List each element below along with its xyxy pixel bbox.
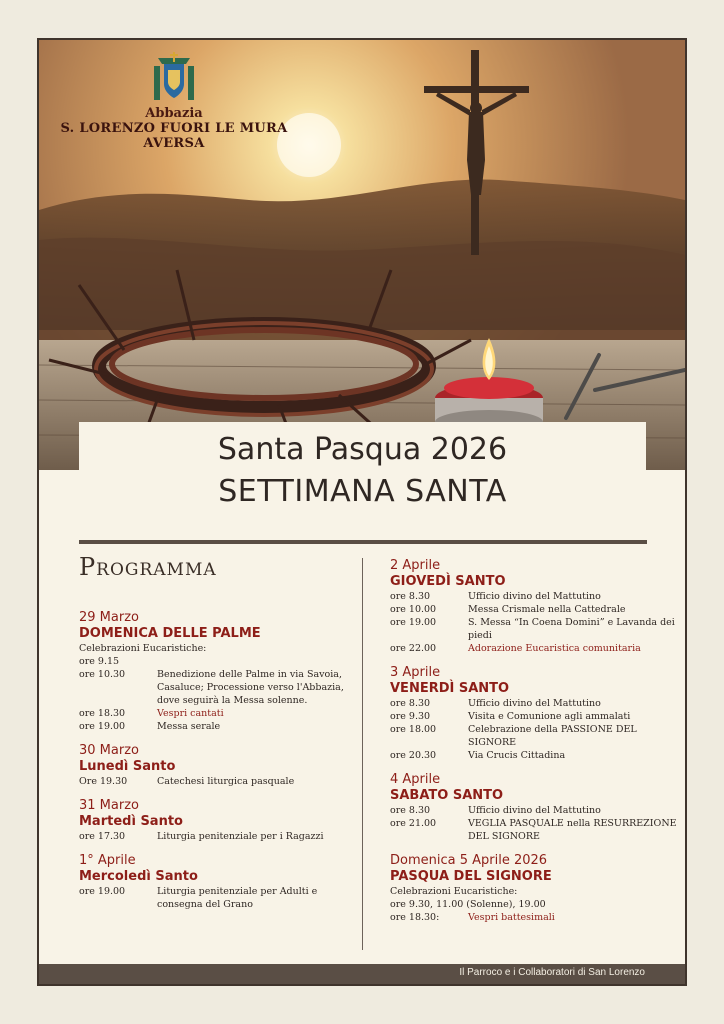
schedule-text: VEGLIA PASQUALE nella RESURREZIONE DEL SIGNORE (468, 818, 677, 842)
schedule-row (79, 655, 359, 668)
schedule-text: Benedizione delle Palme in via Savoia, Casaluce; Processione verso l'Abbazia, dove seguirà la Messa solenne. (157, 669, 344, 706)
schedule-row (390, 749, 680, 762)
schedule-time: ore 19.00 (79, 886, 126, 897)
schedule-row (79, 668, 359, 707)
schedule-text: S. Messa “In Coena Domini” e Lavanda dei piedi (468, 617, 675, 641)
event-date: 1° Aprile (79, 853, 136, 868)
schedule-time: ore 20.30 (390, 750, 437, 761)
event-5-aprile (390, 853, 680, 924)
schedule-row (79, 885, 359, 911)
schedule-time: ore 9.30 (390, 711, 431, 722)
schedule-text: Messa Crismale nella Cattedrale (468, 604, 626, 615)
schedule-row (79, 775, 359, 788)
schedule-time: ore 8.30 (390, 698, 431, 709)
event-date: 31 Marzo (79, 798, 139, 813)
schedule-row (390, 642, 680, 655)
hero-image (39, 40, 685, 470)
schedule-time: ore 8.30 (390, 591, 431, 602)
schedule-row (390, 911, 680, 924)
event-day: Martedì Santo (79, 814, 183, 829)
schedule-row (79, 720, 359, 733)
schedule-text: Visita e Comunione agli ammalati (468, 711, 631, 722)
event-date: 30 Marzo (79, 743, 139, 758)
right-column (390, 558, 680, 934)
event-31-marzo (79, 798, 359, 843)
event-date: 3 Aprile (390, 665, 441, 680)
schedule-time: ore 18.30: (390, 912, 440, 923)
schedule-row (390, 898, 680, 911)
schedule-row (79, 707, 359, 720)
schedule-text: Messa serale (157, 721, 221, 732)
schedule-row (390, 710, 680, 723)
event-day: VENERDÌ SANTO (390, 681, 510, 696)
subtitle: SETTIMANA SANTA (218, 474, 507, 509)
schedule-time: ore 19.00 (390, 617, 437, 628)
event-intro: Celebrazioni Eucaristiche: (79, 643, 207, 654)
programma-heading: Programma (79, 553, 217, 581)
schedule-row (390, 804, 680, 817)
schedule-text: Via Crucis Cittadina (468, 750, 566, 761)
event-2-aprile (390, 558, 680, 655)
schedule-text (650, 898, 680, 911)
schedule-time: ore 18.00 (390, 724, 437, 735)
schedule-time: ore 9.30, 11.00 (Solenne), 19.00 (390, 899, 546, 910)
event-29-marzo (79, 610, 359, 733)
schedule-time: ore 18.30 (79, 708, 126, 719)
event-date: 29 Marzo (79, 610, 139, 625)
schedule-time: Ore 19.30 (79, 776, 128, 787)
schedule-time: ore 10.30 (79, 669, 126, 680)
event-day: Lunedì Santo (79, 759, 176, 774)
event-date: 4 Aprile (390, 772, 441, 787)
event-30-marzo (79, 743, 359, 788)
footer-credit: Il Parroco e i Collaboratori di San Lorenzo (459, 967, 645, 978)
event-day: PASQUA DEL SIGNORE (390, 869, 552, 884)
schedule-text (157, 655, 359, 668)
schedule-time: ore 17.30 (79, 831, 126, 842)
footer-bar (39, 964, 685, 984)
schedule-row (390, 603, 680, 616)
schedule-time: ore 9.15 (79, 656, 120, 667)
schedule-time: ore 8.30 (390, 805, 431, 816)
schedule-text: Catechesi liturgica pasquale (157, 776, 295, 787)
event-1-aprile (79, 853, 359, 911)
event-date: 2 Aprile (390, 558, 441, 573)
abbey-line-2: S. LORENZO FUORI LE MURA (60, 121, 288, 136)
event-date: Domenica 5 Aprile 2026 (390, 853, 548, 868)
event-intro: Celebrazioni Eucaristiche: (390, 886, 518, 897)
schedule-text: Ufficio divino del Mattutino (468, 805, 601, 816)
schedule-row (390, 590, 680, 603)
schedule-text: Ufficio divino del Mattutino (468, 698, 601, 709)
event-day: Mercoledì Santo (79, 869, 198, 884)
main-title: Santa Pasqua 2026 (217, 432, 508, 467)
schedule-text: Liturgia penitenziale per Adulti e consegna del Grano (157, 886, 318, 910)
schedule-row (390, 817, 680, 843)
schedule-text: Celebrazione della PASSIONE DEL SIGNORE (468, 724, 637, 748)
schedule-row (79, 830, 359, 843)
left-column (79, 610, 359, 921)
poster-frame (37, 38, 687, 986)
schedule-text: Liturgia penitenziale per i Ragazzi (157, 831, 324, 842)
event-4-aprile (390, 772, 680, 843)
schedule-row (390, 697, 680, 710)
event-day: GIOVEDÌ SANTO (390, 574, 506, 589)
schedule-row (390, 616, 680, 642)
title-divider (79, 540, 647, 544)
schedule-time: ore 21.00 (390, 818, 437, 829)
schedule-time: ore 22.00 (390, 643, 437, 654)
schedule-row (390, 723, 680, 749)
schedule-time: ore 19.00 (79, 721, 126, 732)
schedule-text: Ufficio divino del Mattutino (468, 591, 601, 602)
ecclesiastical-crest-icon (152, 50, 196, 104)
schedule-text: Vespri cantati (157, 708, 224, 719)
event-3-aprile (390, 665, 680, 762)
abbey-header (49, 50, 299, 151)
schedule-text: Vespri battesimali (468, 912, 555, 923)
schedule-time: ore 10.00 (390, 604, 437, 615)
abbey-line-3: AVERSA (143, 136, 205, 151)
schedule-text: Adorazione Eucaristica comunitaria (468, 643, 641, 654)
column-divider (362, 558, 363, 950)
event-day: SABATO SANTO (390, 788, 504, 803)
abbey-line-1: Abbazia (145, 106, 203, 121)
title-box (79, 422, 646, 530)
event-day: DOMENICA DELLE PALME (79, 626, 261, 641)
